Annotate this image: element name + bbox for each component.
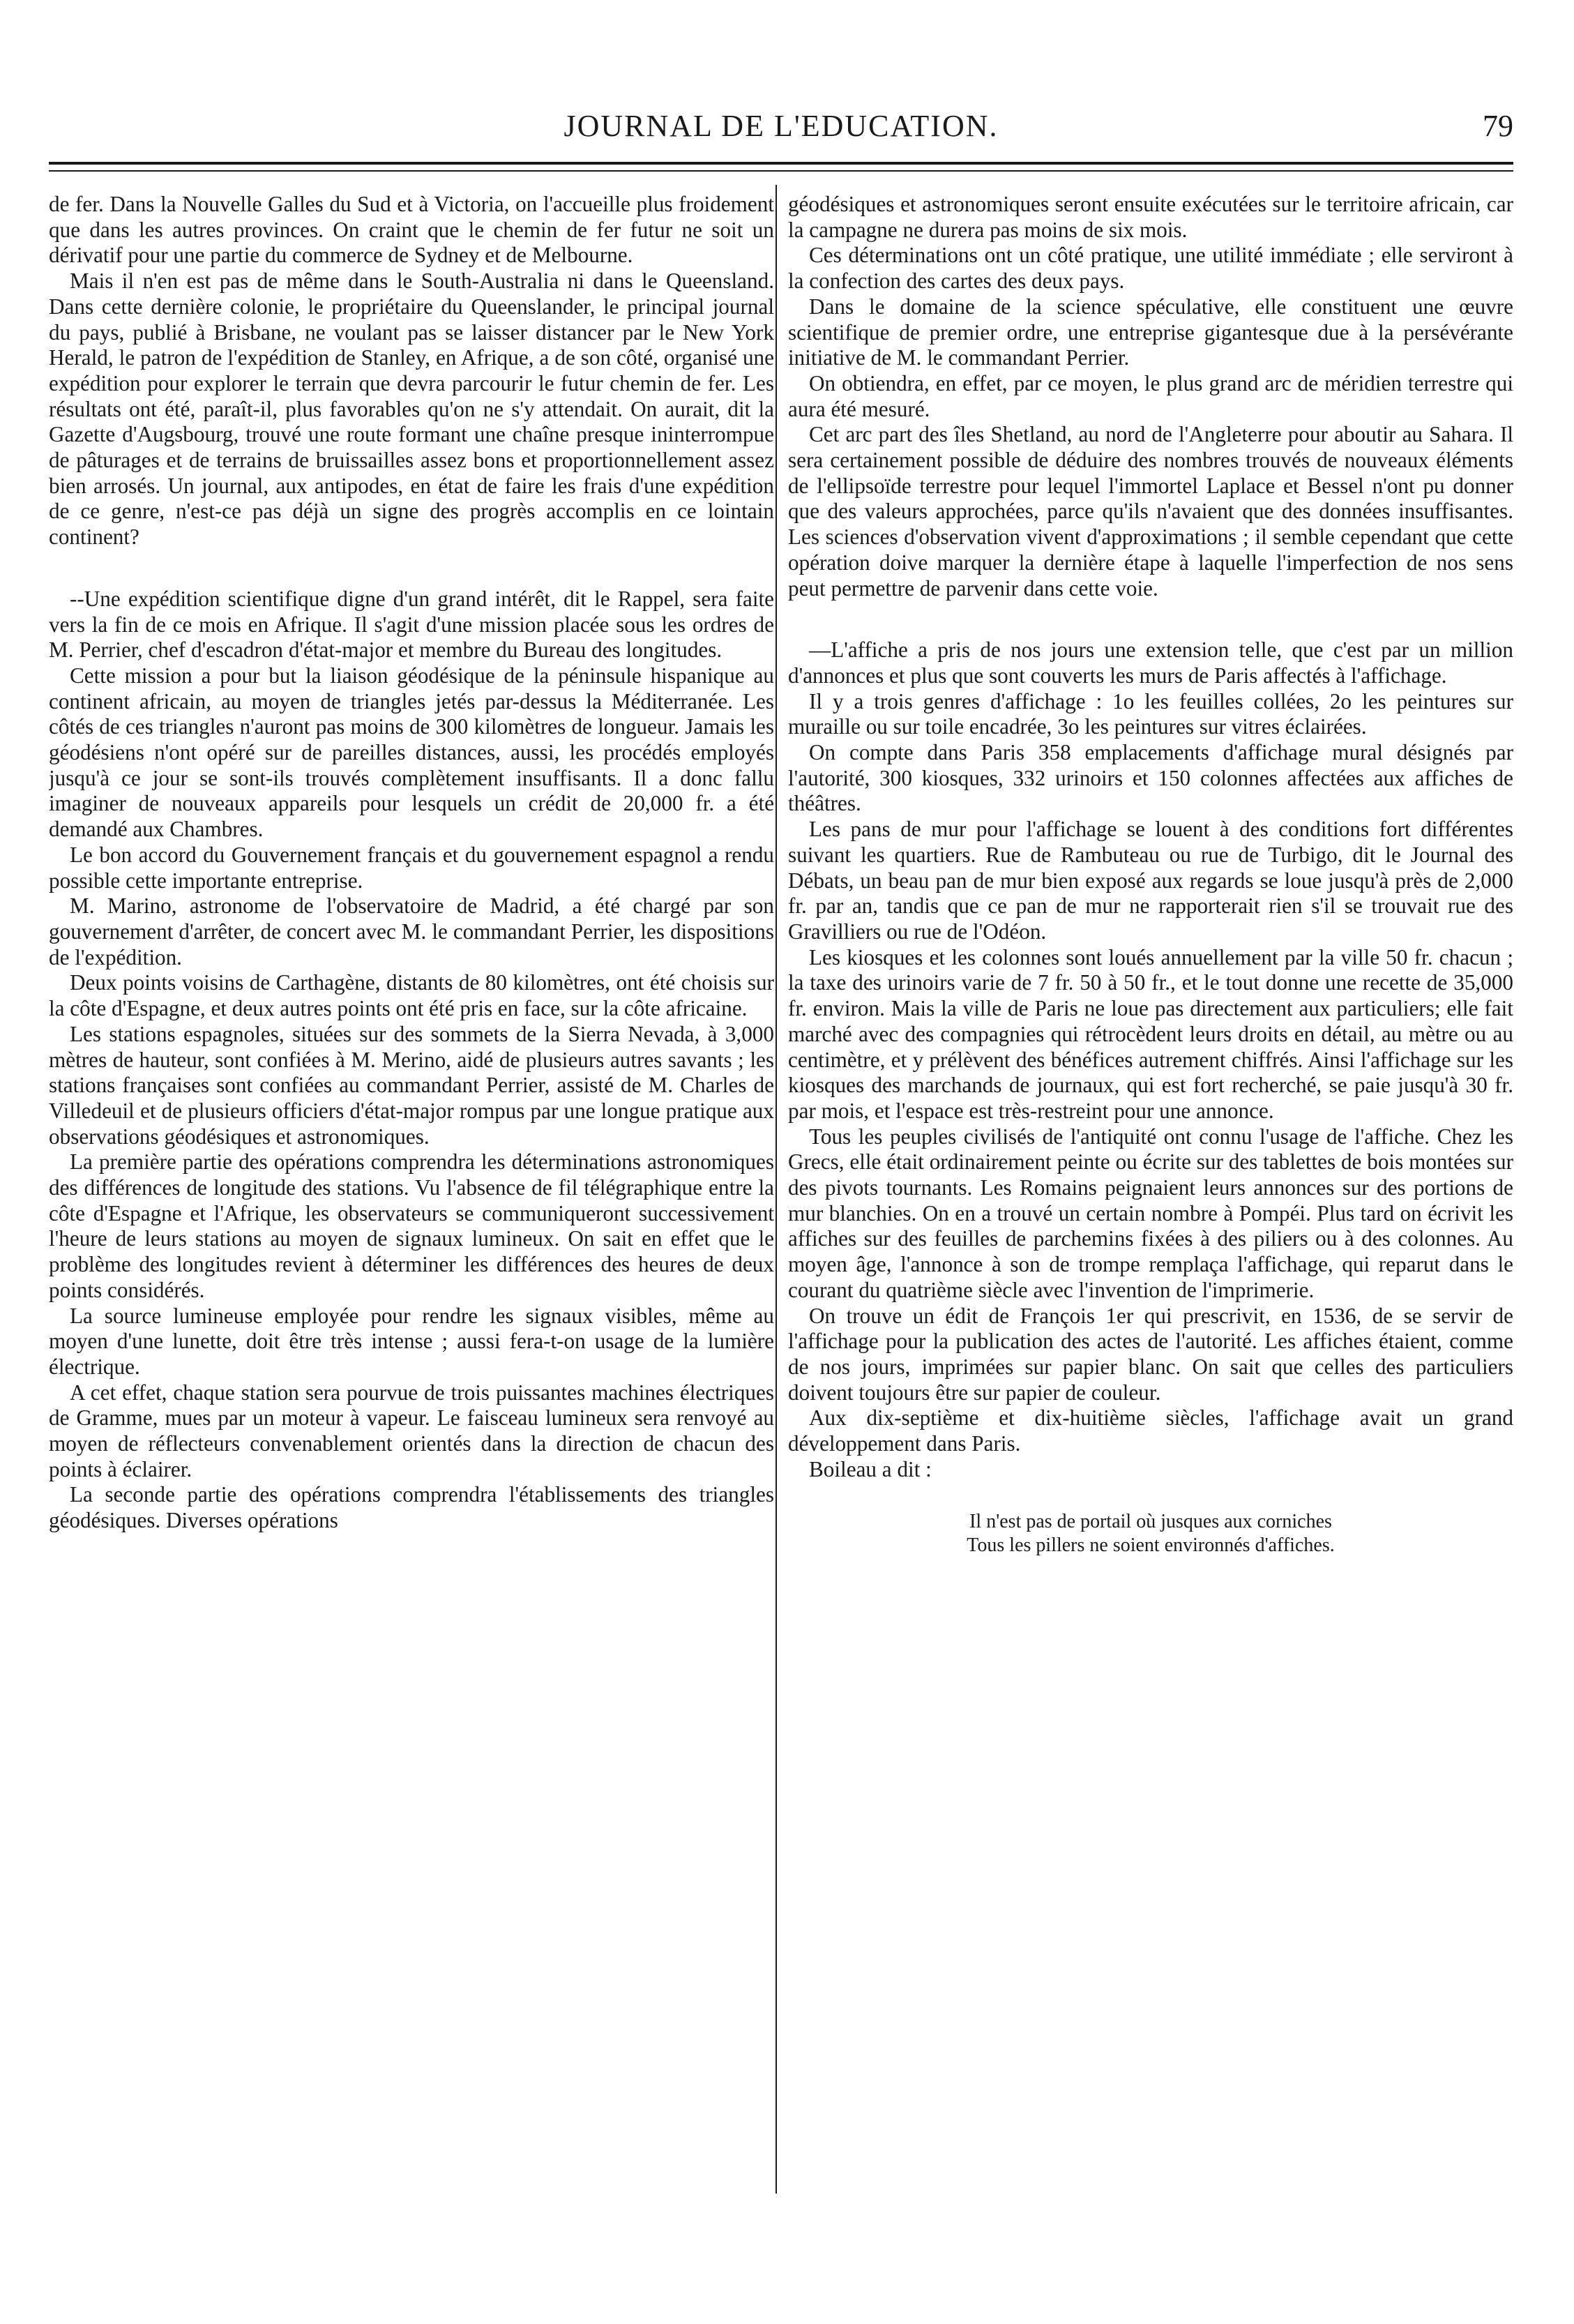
- header-rule-thick: [49, 162, 1513, 165]
- paragraph: Cette mission a pour but la liaison géodésique de la péninsule hispanique au continent africain, au moyen de triangles jetés par-dessus la Méditerranée. Les côtés de ces triangles n'auront pas moins de 300 kilomètres de longueur. Jamais les géodésiens n'ont opéré sur de pareilles distances, aussi, les procédés employés jusqu'à ce jour se sont-ils trouvés complètement insuffisants. Il a donc fallu imaginer de nouveaux appareils pour lesquels un crédit de 20,000 fr. a été demandé aux Chambres.: [49, 663, 774, 842]
- paragraph: Dans le domaine de la science spéculative, elle constituent une œuvre scientifique de premier ordre, une entreprise gigantesque due à la persévérante initiative de M. le commandant Perrier.: [788, 294, 1513, 370]
- verse-line: Il n'est pas de portail où jusques aux corniches: [969, 1511, 1332, 1533]
- paragraph: géodésiques et astronomiques seront ensuite exécutées sur le territoire africain, car la campagne ne durera pas moins de six mois.: [788, 192, 1513, 242]
- news-item-expedition: --Une expédition scientifique digne d'un grand intérêt, dit le Rappel, sera faite vers la fin de ce mois en Afrique. Il s'agit d'une mission placée sous les ordres de M. Perrier, chef d'escadron d'état-major et membre du Bureau des longitudes.: [49, 586, 774, 663]
- paragraph: Le bon accord du Gouvernement français et du gouvernement espagnol a rendu possible cette importante entreprise.: [49, 842, 774, 893]
- paragraph: Les stations espagnoles, situées sur des sommets de la Sierra Nevada, à 3,000 mètres de hauteur, sont confiées à M. Merino, aidé de plusieurs autres savants ; les stations françaises sont confiées au commandant Perrier, assisté de M. Charles de Villedeuil et de plusieurs officiers d'état-major rompus par une longue pratique aux observations géodésiques et astronomiques.: [49, 1021, 774, 1149]
- paragraph: Il y a trois genres d'affichage : 1o les feuilles collées, 2o les peintures sur muraille ou sur toile encadrée, 3o les peintures sur vitres éclairées.: [788, 688, 1513, 739]
- verse-line: Tous les pillers ne soient environnés d'affiches.: [967, 1534, 1335, 1557]
- running-title: JOURNAL DE L'EDUCATION.: [563, 109, 999, 143]
- paragraph: Boileau a dit :: [809, 1456, 932, 1481]
- paragraph: Mais il n'en est pas de même dans le South-Australia ni dans le Queensland. Dans cette dernière colonie, le propriétaire du Queenslander, le principal journal du pays, publié à Brisbane, ne voulant pas se laisser distancer par le New York Herald, le patron de l'expédition de Stanley, en Afrique, a de son côté, organisé une expédition pour explorer le terrain que devra parcourir le futur chemin de fer. Les résultats ont été, paraît-il, plus favorables qu'on ne s'y attendait. On aurait, dit la Gazette d'Augsbourg, trouvé une route formant une chaîne presque ininterrompue de pâturages et de terrains de bruissailles assez bons et proportionnellement assez bien arrosés. Un journal, aux antipodes, en état de faire les frais d'une expédition de ce genre, n'est-ce pas déjà un signe des progrès accomplis en ce lointain continent?: [49, 269, 774, 550]
- paragraph: On compte dans Paris 358 emplacements d'affichage mural désignés par l'autorité, 300 kiosques, 332 urinoirs et 150 colonnes affectées aux affiches de théâtres.: [788, 740, 1513, 816]
- paragraph: A cet effet, chaque station sera pourvue de trois puissantes machines électriques de Gramme, mues par un moteur à vapeur. Le faisceau lumineux sera renvoyé au moyen de réflecteurs convenablement orientés dans la direction de chacun des points à éclairer.: [49, 1380, 774, 1481]
- paragraph: Ces déterminations ont un côté pratique, une utilité immédiate ; elle serviront à la confection des cartes des deux pays.: [788, 243, 1513, 294]
- paragraph: M. Marino, astronome de l'observatoire de Madrid, a été chargé par son gouvernement d'arrêter, de concert avec M. le commandant Perrier, les dispositions de l'expédition.: [49, 893, 774, 969]
- paragraph: La seconde partie des opérations comprendra l'établissements des triangles géodésiques. Diverses opérations: [49, 1482, 774, 1533]
- page-header: [49, 108, 1513, 157]
- left-column: [49, 192, 774, 2208]
- paragraph: Cet arc part des îles Shetland, au nord de l'Angleterre pour aboutir au Sahara. Il sera certainement possible de déduire des nombres trouvés de nouveaux éléments de l'ellipsoïde terrestre pour lequel l'immortel Laplace et Bessel n'ont pu donner que des valeurs approchées, parce qu'ils n'avaient que des données insuffisantes. Les sciences d'observation vivent d'approximations ; il semble cependant que cette opération doive marquer la dernière étape à laquelle l'imperfection de nos sens peut permettre de parvenir dans cette voie.: [788, 422, 1513, 601]
- page-number: 79: [1483, 109, 1513, 143]
- paragraph: La première partie des opérations comprendra les déterminations astronomiques des différences de longitude des stations. Vu l'absence de fil télégraphique entre la côte d'Espagne et l'Afrique, les observateurs se communiqueront successivement l'heure de leurs stations au moyen de signaux lumineux. On sait en effet que le problème des longitudes revient à déterminer les différences des heures de deux points considérés.: [49, 1149, 774, 1302]
- right-column: [788, 192, 1513, 2208]
- paragraph: On trouve un édit de François 1er qui prescrivit, en 1536, de se servir de l'affichage pour la publication des actes de l'autorité. Les affiches étaient, comme de nos jours, imprimées sur papier blanc. On sait que celles des particuliers doivent toujours être sur papier de couleur.: [788, 1303, 1513, 1405]
- paragraph: Les kiosques et les colonnes sont loués annuellement par la ville 50 fr. chacun ; la taxe des urinoirs varie de 7 fr. 50 à 50 fr., et le tout donne une recette de 35,000 fr. environ. Mais la ville de Paris ne loue pas directement aux particuliers; elle fait marché avec des compagnies qui rétrocèdent leurs droits en détail, au mètre ou au centimètre, et y prélèvent des bénéfices autrement chiffrés. Ainsi l'affichage sur les kiosques des marchands de journaux, qui est fort recherché, se paie jusqu'à 30 fr. par mois, et l'espace est très-restreint pour une annonce.: [788, 944, 1513, 1123]
- paragraph: Aux dix-septième et dix-huitième siècles, l'affichage avait un grand développement dans Paris.: [788, 1405, 1513, 1456]
- paragraph: Deux points voisins de Carthagène, distants de 80 kilomètres, ont été choisis sur la côte d'Espagne, et deux autres points ont été pris en face, sur la côte africaine.: [49, 970, 774, 1021]
- header-rule-thin: [49, 170, 1513, 172]
- news-item-affichage: —L'affiche a pris de nos jours une extension telle, que c'est par un million d'annonces et plus que sont couverts les murs de Paris affectés à l'affichage.: [788, 637, 1513, 688]
- paragraph: Tous les peuples civilisés de l'antiquité ont connu l'usage de l'affiche. Chez les Grecs, elle était ordinairement peinte ou écrite sur des tablettes de bois montées sur des pivots tournants. Les Romains peignaient leurs annonces sur des portions de mur blanchies. On en a trouvé un certain nombre à Pompéi. Plus tard on écrivit les affiches sur des feuilles de parchemins fixées à des piliers ou à des colonnes. Au moyen âge, l'annonce à son de trompe remplaça l'affichage, qui reparut dans le courant du quatrième siècle avec l'invention de l'imprimerie.: [788, 1124, 1513, 1302]
- paragraph: La source lumineuse employée pour rendre les signaux visibles, même au moyen d'une lunette, doit être très intense ; aussi fera-t-on usage de la lumière électrique.: [49, 1303, 774, 1379]
- paragraph: On obtiendra, en effet, par ce moyen, le plus grand arc de méridien terrestre qui aura été mesuré.: [788, 370, 1513, 421]
- column-divider: [775, 185, 777, 2194]
- paragraph: Les pans de mur pour l'affichage se louent à des conditions fort différentes suivant les quartiers. Rue de Rambuteau ou rue de Turbigo, dit le Journal des Débats, un beau pan de mur bien exposé aux regards se loue jusqu'à près de 2,000 fr. par an, tandis que ce pan de mur ne rapporterait rien s'il se trouvait rue des Gravilliers ou rue de l'Odéon.: [788, 817, 1513, 944]
- paragraph: de fer. Dans la Nouvelle Galles du Sud et à Victoria, on l'accueille plus froidement que dans les autres provinces. On craint que le chemin de fer futur ne soit un dérivatif pour une partie du commerce de Sydney et de Melbourne.: [49, 192, 774, 268]
- verse-quote: [788, 1510, 1513, 1557]
